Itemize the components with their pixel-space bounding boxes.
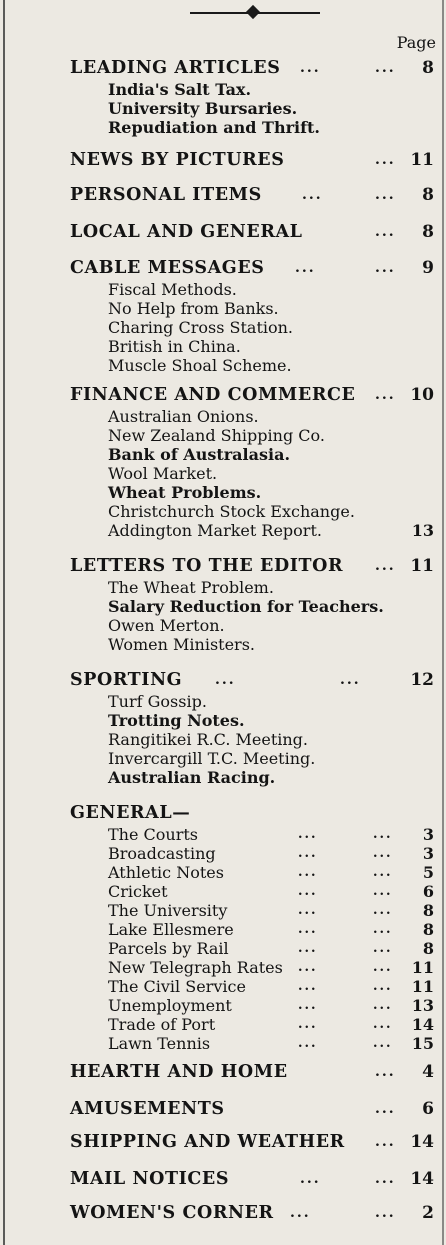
subentry [108, 616, 446, 635]
contents-section [0, 150, 446, 172]
contents-section [0, 258, 446, 375]
section-heading-row [0, 1099, 446, 1121]
section-heading-row [0, 185, 446, 207]
contents-section [0, 222, 446, 244]
leader-dots: ... [375, 224, 396, 240]
subentry-text: Women Ministers. [108, 635, 255, 654]
leader-dots: ... [375, 1134, 396, 1150]
section-heading-row [0, 670, 446, 692]
section-title: HEARTH AND HOME [70, 1062, 288, 1082]
leader-dots: ... [373, 884, 393, 899]
subentry [108, 863, 446, 882]
leader-dots: ... [375, 387, 396, 403]
leader-dots: ... [373, 827, 393, 842]
subentry [108, 99, 446, 118]
leader-dots: ... [373, 922, 393, 937]
ornamental-divider [190, 6, 320, 20]
subentry-text: Bank of Australasia. [108, 445, 291, 464]
section-title: SPORTING [70, 670, 183, 690]
subentry-text: Christchurch Stock Exchange. [108, 502, 355, 521]
leader-dots: ... [373, 998, 393, 1013]
subentry-page-number: 5 [422, 863, 434, 882]
leader-dots: ... [375, 187, 396, 203]
contents-section [0, 1132, 446, 1154]
leader-dots: ... [375, 1171, 396, 1187]
subentry-text: Trade of Port [108, 1015, 216, 1034]
section-heading-row [0, 58, 446, 80]
contents-section [0, 670, 446, 787]
subentry [108, 825, 446, 844]
section-page-number: 6 [422, 1099, 434, 1119]
section-page-number: 14 [410, 1169, 434, 1189]
leader-dots: ... [375, 1101, 396, 1117]
subentry-text: Owen Merton. [108, 616, 225, 635]
leader-dots: ... [290, 1205, 311, 1221]
subentry [108, 337, 446, 356]
subentry-text: Turf Gossip. [108, 692, 207, 711]
leader-dots: ... [373, 979, 393, 994]
subentry-text: Broadcasting [108, 844, 216, 863]
leader-dots: ... [373, 960, 393, 975]
subentry [108, 977, 446, 996]
subentry [108, 1015, 446, 1034]
subentry [108, 901, 446, 920]
subentry [108, 445, 446, 464]
section-heading-row [0, 150, 446, 172]
section-title: WOMEN'S CORNER [70, 1203, 274, 1223]
section-title: FINANCE AND COMMERCE [70, 385, 356, 405]
section-title: GENERAL— [70, 803, 191, 823]
leader-dots: ... [298, 922, 318, 937]
section-page-number: 9 [422, 258, 434, 278]
leader-dots: ... [373, 903, 393, 918]
section-page-number: 8 [422, 185, 434, 205]
leader-dots: ... [298, 979, 318, 994]
leader-dots: ... [375, 260, 396, 276]
subentry-text: Unemployment [108, 996, 232, 1015]
subentry-page-number: 15 [411, 1034, 434, 1053]
subentry-text: Australian Onions. [108, 407, 259, 426]
subentry-text: Wheat Problems. [108, 483, 262, 502]
section-heading-row [0, 1203, 446, 1225]
subentry-text: The Wheat Problem. [108, 578, 274, 597]
subentry [108, 711, 446, 730]
leader-dots: ... [375, 152, 396, 168]
subentry [108, 356, 446, 375]
subentry [108, 578, 446, 597]
leader-dots: ... [295, 260, 316, 276]
subentry-text: Fiscal Methods. [108, 280, 237, 299]
section-title: LETTERS TO THE EDITOR [70, 556, 344, 576]
section-title: LEADING ARTICLES [70, 58, 281, 78]
leader-dots: ... [298, 941, 318, 956]
subentry-page-number: 11 [411, 977, 434, 996]
section-heading-row [0, 258, 446, 280]
subentry-page-number: 3 [422, 844, 434, 863]
contents-section [0, 556, 446, 654]
subentry-text: Parcels by Rail [108, 939, 229, 958]
subentry-page-number: 14 [411, 1015, 434, 1034]
subentry [108, 920, 446, 939]
section-title: SHIPPING AND WEATHER [70, 1132, 345, 1152]
subentry-page-number: 8 [422, 901, 434, 920]
section-page-number: 2 [422, 1203, 434, 1223]
subentry [108, 996, 446, 1015]
leader-dots: ... [375, 60, 396, 76]
subentry [108, 464, 446, 483]
subentry [108, 635, 446, 654]
contents-section [0, 58, 446, 137]
section-heading-row [0, 1062, 446, 1084]
subentry-text: Lake Ellesmere [108, 920, 234, 939]
leader-dots: ... [373, 865, 393, 880]
leader-dots: ... [298, 1017, 318, 1032]
subentry-text: Australian Racing. [108, 768, 276, 787]
page-column-header: Page [396, 33, 436, 52]
subentry-text: Invercargill T.C. Meeting. [108, 749, 316, 768]
subentry [108, 958, 446, 977]
contents-section [0, 385, 446, 540]
section-title: LOCAL AND GENERAL [70, 222, 303, 242]
contents-section [0, 1099, 446, 1121]
leader-dots: ... [375, 558, 396, 574]
subentry-text: New Telegraph Rates [108, 958, 283, 977]
subentry-text: British in China. [108, 337, 241, 356]
subentry-text: The University [108, 901, 228, 920]
subentry-text: Salary Reduction for Teachers. [108, 597, 384, 616]
subentry-text: Trotting Notes. [108, 711, 245, 730]
contents-section [0, 803, 446, 1053]
subentry [108, 692, 446, 711]
leader-dots: ... [298, 865, 318, 880]
leader-dots: ... [298, 846, 318, 861]
subentry [108, 597, 446, 616]
subentry-page-number: 6 [422, 882, 434, 901]
section-page-number: 8 [422, 58, 434, 78]
section-page-number: 8 [422, 222, 434, 242]
subentry [108, 483, 446, 502]
section-title: CABLE MESSAGES [70, 258, 265, 278]
subentry [108, 502, 446, 521]
subentry [108, 299, 446, 318]
subentry-text: Athletic Notes [108, 863, 224, 882]
contents-section [0, 1062, 446, 1084]
subentry-text: Cricket [108, 882, 168, 901]
subentry [108, 749, 446, 768]
leader-dots: ... [298, 1036, 318, 1051]
contents-section [0, 1203, 446, 1225]
contents-section [0, 1169, 446, 1191]
subentry-text: New Zealand Shipping Co. [108, 426, 325, 445]
subentry-page-number: 8 [422, 939, 434, 958]
section-heading-row [0, 1132, 446, 1154]
section-title: PERSONAL ITEMS [70, 185, 262, 205]
section-page-number: 11 [410, 556, 434, 576]
leader-dots: ... [373, 1017, 393, 1032]
subentry-page-number: 3 [422, 825, 434, 844]
subentry-page-number: 13 [411, 996, 434, 1015]
subentry-text: Muscle Shoal Scheme. [108, 356, 292, 375]
subentry-text: Repudiation and Thrift. [108, 118, 320, 137]
leader-dots: ... [340, 672, 361, 688]
subentry [108, 118, 446, 137]
section-title: AMUSEMENTS [70, 1099, 225, 1119]
subentry-text: India's Salt Tax. [108, 80, 252, 99]
subentry-page-number: 8 [422, 920, 434, 939]
section-heading-row [0, 556, 446, 578]
subentry [108, 939, 446, 958]
subentry-text: Wool Market. [108, 464, 218, 483]
subentry [108, 280, 446, 299]
section-title: NEWS BY PICTURES [70, 150, 285, 170]
section-heading-row [0, 803, 446, 825]
leader-dots: ... [373, 846, 393, 861]
subentry-text: University Bursaries. [108, 99, 298, 118]
subentry [108, 407, 446, 426]
section-page-number: 4 [422, 1062, 434, 1082]
leader-dots: ... [298, 903, 318, 918]
subentry-text: Lawn Tennis [108, 1034, 211, 1053]
leader-dots: ... [298, 827, 318, 842]
subentry [108, 882, 446, 901]
contents-section [0, 185, 446, 207]
subentry [108, 1034, 446, 1053]
subentry [108, 80, 446, 99]
leader-dots: ... [298, 998, 318, 1013]
leader-dots: ... [298, 884, 318, 899]
subentry-text: The Courts [108, 825, 198, 844]
subentry [108, 768, 446, 787]
section-heading-row [0, 222, 446, 244]
section-title: MAIL NOTICES [70, 1169, 230, 1189]
section-page-number: 11 [410, 150, 434, 170]
section-page-number: 10 [410, 385, 434, 405]
leader-dots: ... [300, 1171, 321, 1187]
subentry-text: Rangitikei R.C. Meeting. [108, 730, 309, 749]
subentry-text: No Help from Banks. [108, 299, 279, 318]
subentry [108, 426, 446, 445]
subentry-text: Addington Market Report. [108, 521, 322, 540]
subentry-page-number: 11 [411, 958, 434, 977]
subentry [108, 521, 446, 540]
subentry-text: The Civil Service [108, 977, 246, 996]
leader-dots: ... [215, 672, 236, 688]
leader-dots: ... [375, 1205, 396, 1221]
section-page-number: 14 [410, 1132, 434, 1152]
subentry [108, 844, 446, 863]
section-heading-row [0, 1169, 446, 1191]
leader-dots: ... [373, 1036, 393, 1051]
leader-dots: ... [302, 187, 323, 203]
leader-dots: ... [300, 60, 321, 76]
leader-dots: ... [375, 1064, 396, 1080]
section-heading-row [0, 385, 446, 407]
subentry [108, 318, 446, 337]
leader-dots: ... [373, 941, 393, 956]
subentry [108, 730, 446, 749]
leader-dots: ... [298, 960, 318, 975]
subentry-page-number: 13 [411, 521, 434, 540]
subentry-text: Charing Cross Station. [108, 318, 294, 337]
section-page-number: 12 [410, 670, 434, 690]
